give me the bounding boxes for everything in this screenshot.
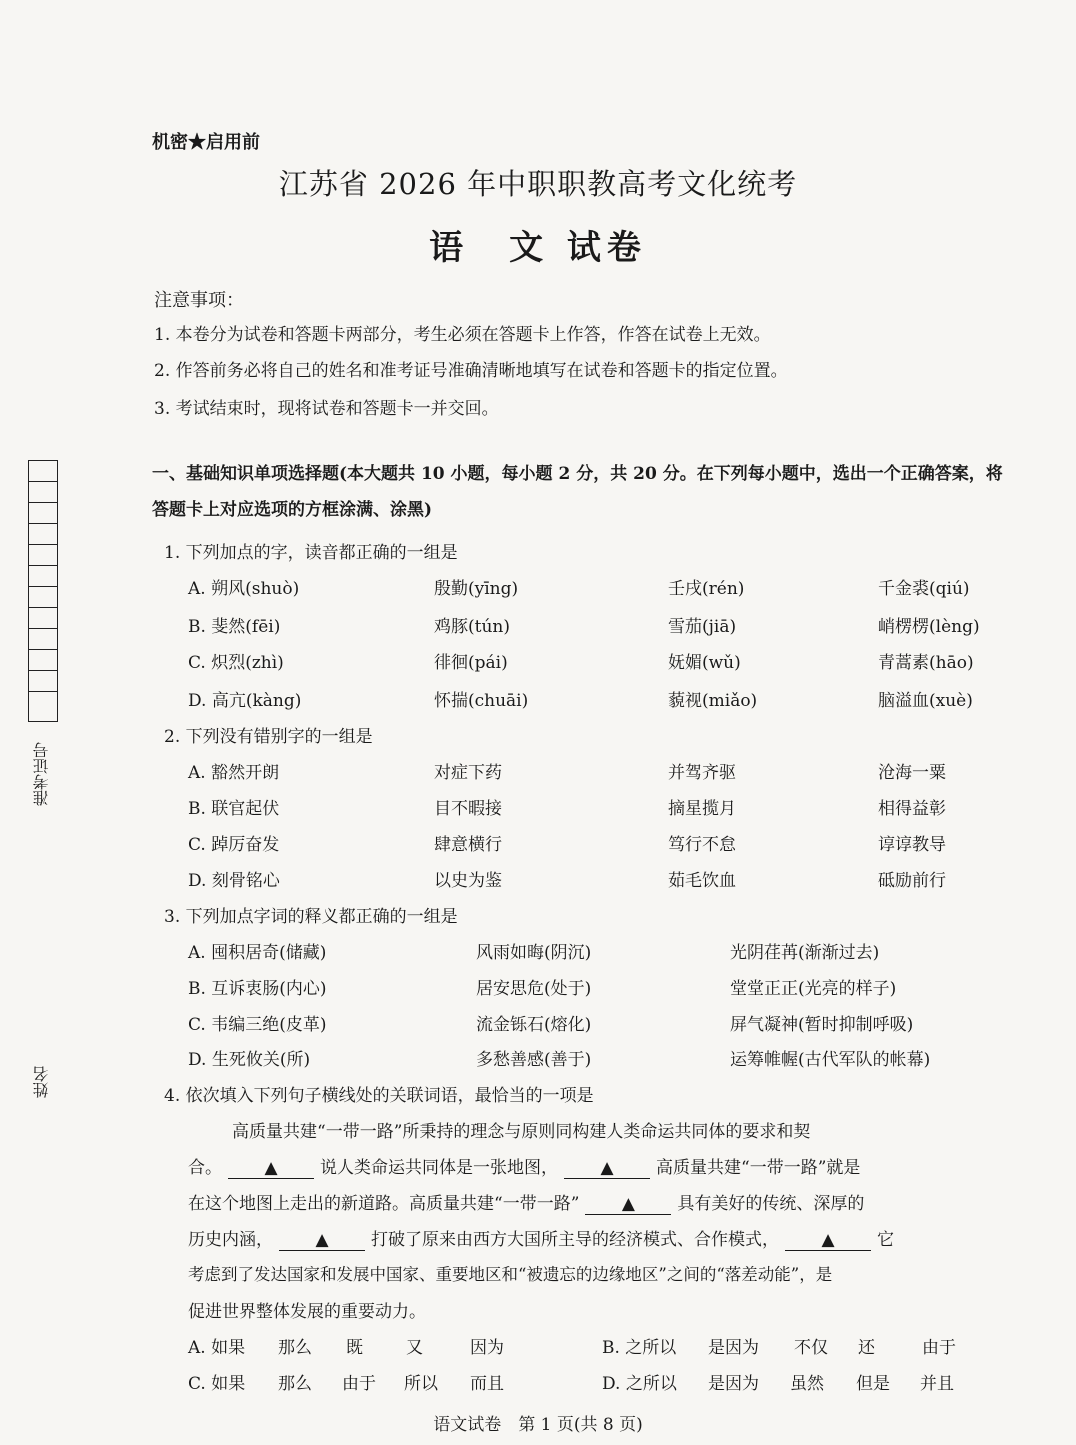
- q2-option: 并驾齐驱: [668, 763, 736, 783]
- q1-option: 妩媚(wǔ): [668, 653, 741, 673]
- q2-option: 摘星揽月: [668, 799, 736, 819]
- question-2-stem: 2. 下列没有错别字的一组是: [164, 727, 373, 747]
- answer-blank: ▲: [585, 1194, 671, 1215]
- question-1-stem: 1. 下列加点的字，读音都正确的一组是: [164, 543, 458, 563]
- q2-option: A. 豁然开朗: [188, 763, 280, 783]
- note-item: 3. 考试结束时，现将试卷和答题卡一并交回。: [154, 399, 499, 419]
- section-title: 一、基础知识单项选择题(本大题共 10 小题，每小题 2 分，共 20 分。在下列每小题中，选出一个正确答案，将答题卡上对应选项的方框涂满、涂黑): [152, 464, 1003, 520]
- q4-passage-line: 在这个地图上走出的新道路。高质量共建“一带一路” ▲ 具有美好的传统、深厚的: [188, 1194, 865, 1214]
- answer-blank: ▲: [228, 1158, 314, 1179]
- q3-option: 流金铄石(熔化): [476, 1015, 592, 1035]
- q3-option: 居安思危(处于): [476, 979, 592, 999]
- q4-passage-line: 考虑到了发达国家和发展中国家、重要地区和“被遗忘的边缘地区”之间的“落差动能”，是: [188, 1265, 833, 1284]
- q1-option: 鸡豚(tún): [434, 617, 510, 637]
- q1-option: 怀揣(chuāi): [434, 691, 529, 711]
- q1-option: C. 炽烈(zhì): [188, 653, 284, 673]
- q1-option: A. 朔风(shuò): [188, 579, 300, 599]
- q2-option: 沧海一粟: [878, 763, 946, 783]
- q1-option: B. 斐然(fēi): [188, 617, 281, 637]
- q2-option: 对症下药: [434, 763, 502, 783]
- q3-option: C. 韦编三绝(皮革): [188, 1015, 327, 1035]
- notes-heading: 注意事项：: [154, 290, 244, 311]
- answer-blank: ▲: [785, 1230, 871, 1251]
- q4-passage-line: 高质量共建“一带一路”所秉持的理念与原则同构建人类命运共同体的要求和契: [232, 1122, 811, 1142]
- q4-passage-line: 历史内涵， ▲ 打破了原来由西方大国所主导的经济模式、合作模式， ▲ 它: [188, 1230, 894, 1250]
- name-label: 姓名: [32, 1066, 51, 1098]
- q2-option: 肆意横行: [434, 835, 502, 855]
- q3-option: A. 囤积居奇(储藏): [188, 943, 327, 963]
- q4-option-b: B. 之所以 是因为 不仅 还 由于: [602, 1338, 956, 1358]
- candidate-number-box[interactable]: [28, 460, 58, 722]
- subject-title: 语 文 试卷: [429, 228, 647, 268]
- note-item: 2. 作答前务必将自己的姓名和准考证号准确清晰地填写在试卷和答题卡的指定位置。: [154, 361, 788, 381]
- q2-option: D. 刻骨铭心: [188, 871, 280, 891]
- q3-option: 运筹帷幄(古代军队的帐幕): [730, 1050, 931, 1070]
- q4-option-a: A. 如果 那么 既 又 因为: [188, 1338, 504, 1358]
- q2-option: 笃行不怠: [668, 835, 736, 855]
- q2-option: B. 联官起伏: [188, 799, 280, 819]
- q2-option: 以史为鉴: [434, 871, 502, 891]
- q2-option: 砥励前行: [878, 871, 946, 891]
- q4-passage-line: 促进世界整体发展的重要动力。: [188, 1302, 426, 1322]
- answer-blank: ▲: [564, 1158, 650, 1179]
- q1-option: 藐视(miǎo): [668, 691, 758, 711]
- q3-option: 光阴荏苒(渐渐过去): [730, 943, 880, 963]
- question-3-stem: 3. 下列加点字词的释义都正确的一组是: [164, 907, 458, 927]
- q3-option: 屏气凝神(暂时抑制呼吸): [730, 1015, 914, 1035]
- q3-option: 多愁善感(善于): [476, 1050, 592, 1070]
- q3-option: 风雨如晦(阴沉): [476, 943, 592, 963]
- q1-option: 壬戌(rén): [668, 579, 745, 599]
- q2-option: 目不暇接: [434, 799, 502, 819]
- q3-option: D. 生死攸关(所): [188, 1050, 311, 1070]
- answer-blank: ▲: [279, 1230, 365, 1251]
- q1-option: D. 高亢(kàng): [188, 691, 302, 711]
- q1-option: 千金裘(qiú): [878, 579, 970, 599]
- note-item: 1. 本卷分为试卷和答题卡两部分，考生必须在答题卡上作答，作答在试卷上无效。: [154, 325, 771, 345]
- q1-option: 徘徊(pái): [434, 653, 508, 673]
- q2-option: C. 踔厉奋发: [188, 835, 280, 855]
- exam-title: 江苏省 2026 年中职职教高考文化统考: [278, 167, 798, 201]
- q1-option: 雪茄(jiā): [668, 617, 737, 637]
- q4-option-d: D. 之所以 是因为 虽然 但是 并且: [602, 1374, 954, 1394]
- q1-option: 青蒿素(hāo): [878, 653, 974, 673]
- q2-option: 谆谆教导: [878, 835, 946, 855]
- page-footer: 语文试卷 第 1 页(共 8 页): [433, 1415, 643, 1435]
- q2-option: 相得益彰: [878, 799, 946, 819]
- q4-option-c: C. 如果 那么 由于 所以 而且: [188, 1374, 504, 1394]
- q3-option: 堂堂正正(光亮的样子): [730, 979, 897, 999]
- question-4-stem: 4. 依次填入下列句子横线处的关联词语，最恰当的一项是: [164, 1086, 594, 1106]
- confidential-label: 机密★启用前: [152, 132, 260, 153]
- q1-option: 殷勤(yīng): [434, 579, 519, 599]
- q3-option: B. 互诉衷肠(内心): [188, 979, 327, 999]
- q2-option: 茹毛饮血: [668, 871, 736, 891]
- candidate-number-label: 准考证号: [32, 742, 51, 806]
- q1-option: 脑溢血(xuè): [878, 691, 973, 711]
- q1-option: 峭楞楞(lèng): [878, 617, 980, 637]
- q4-passage-line: 合。 ▲ 说人类命运共同体是一张地图， ▲ 高质量共建“一带一路”就是: [188, 1158, 861, 1178]
